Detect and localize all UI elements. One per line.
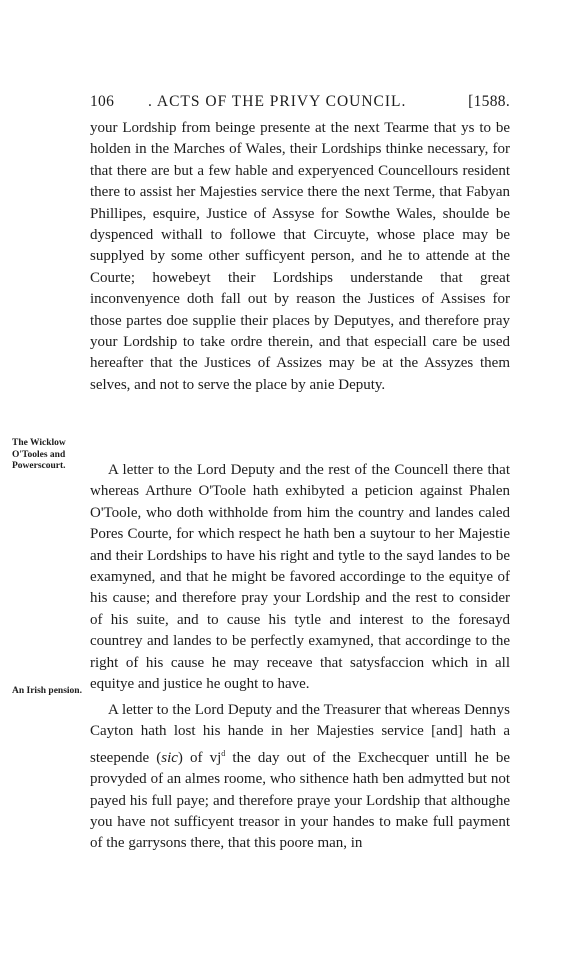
sidenote-irish-pension: An Irish pension. [12, 686, 82, 696]
running-title: . ACTS OF THE PRIVY COUNCIL. [148, 93, 407, 110]
year-marker: [1588. [468, 93, 510, 110]
page-number: 106 [90, 93, 115, 110]
body-text [90, 118, 510, 855]
page-header [90, 93, 510, 113]
paragraph-cayton-letter: A letter to the Lord Deputy and the Treasurer that whereas Dennys Cayton hath lost his hande in her Majesties service [and] hath a steepende (sic) of $vj^d$ the day out of the Exchecquer untill he be provyded of an almes roome, who sithence hath ben admytted but not payed his full paye; and therefore praye your Lordship that althoughe you have not sufficyent treasor in your handes to make full payment of the garrysons there, that this poore man, in [90, 702, 510, 852]
paragraph-otoole-letter: A letter to the Lord Deputy and the rest of the Councell there that whereas Arthure O'Toole hath exhibyted a peticion against Phalen O'Toole, who doth withholde from him the country and landes caled Pores Courte, for which respect he hath ben a suytour to her Majestie and their Lordships to have his right and tytle to the sayd landes to be examyned, and that he might be favored accordinge to the equitye of his cause; and therefore pray your Lordship and the rest to consider of his suite, and to cause his tytle and interest to the foresayd countrey and landes to be perfectly examyned, that accordinge to the right of his cause he may receave that satysfaccion which in all equitye and justice he ought to have. [90, 462, 510, 693]
paragraph-continuation: your Lordship from beinge presente at the next Tearme that ys to be holden in the Marches of Wales, their Lordships thinke necessary, for that there are but a few hable and experyenced Councellours resident there to assist her Majesties service there the next Terme, that Fabyan Phillipes, esquire, Justice of Assyse for Sowthe Wales, shoulde be dyspenced withall to followe that Circuyte, whose place may be supplyed by some other sufficyent person, and he to attende at the Courte; howebeyt their Lordships understande that great inconvenyence doth fall out by reason the Justices of Assises for those partes doe supplie their places by Deputyes, and therefore pray your Lordship to take ordre therein, and that especiall care be used hereafter that the Justices of Assizes may be at the Assyzes them selves, and not to serve the place by anie Deputy. [90, 120, 510, 393]
sidenote-wicklow: The Wicklow O'Tooles and Powerscourt. [12, 438, 66, 471]
